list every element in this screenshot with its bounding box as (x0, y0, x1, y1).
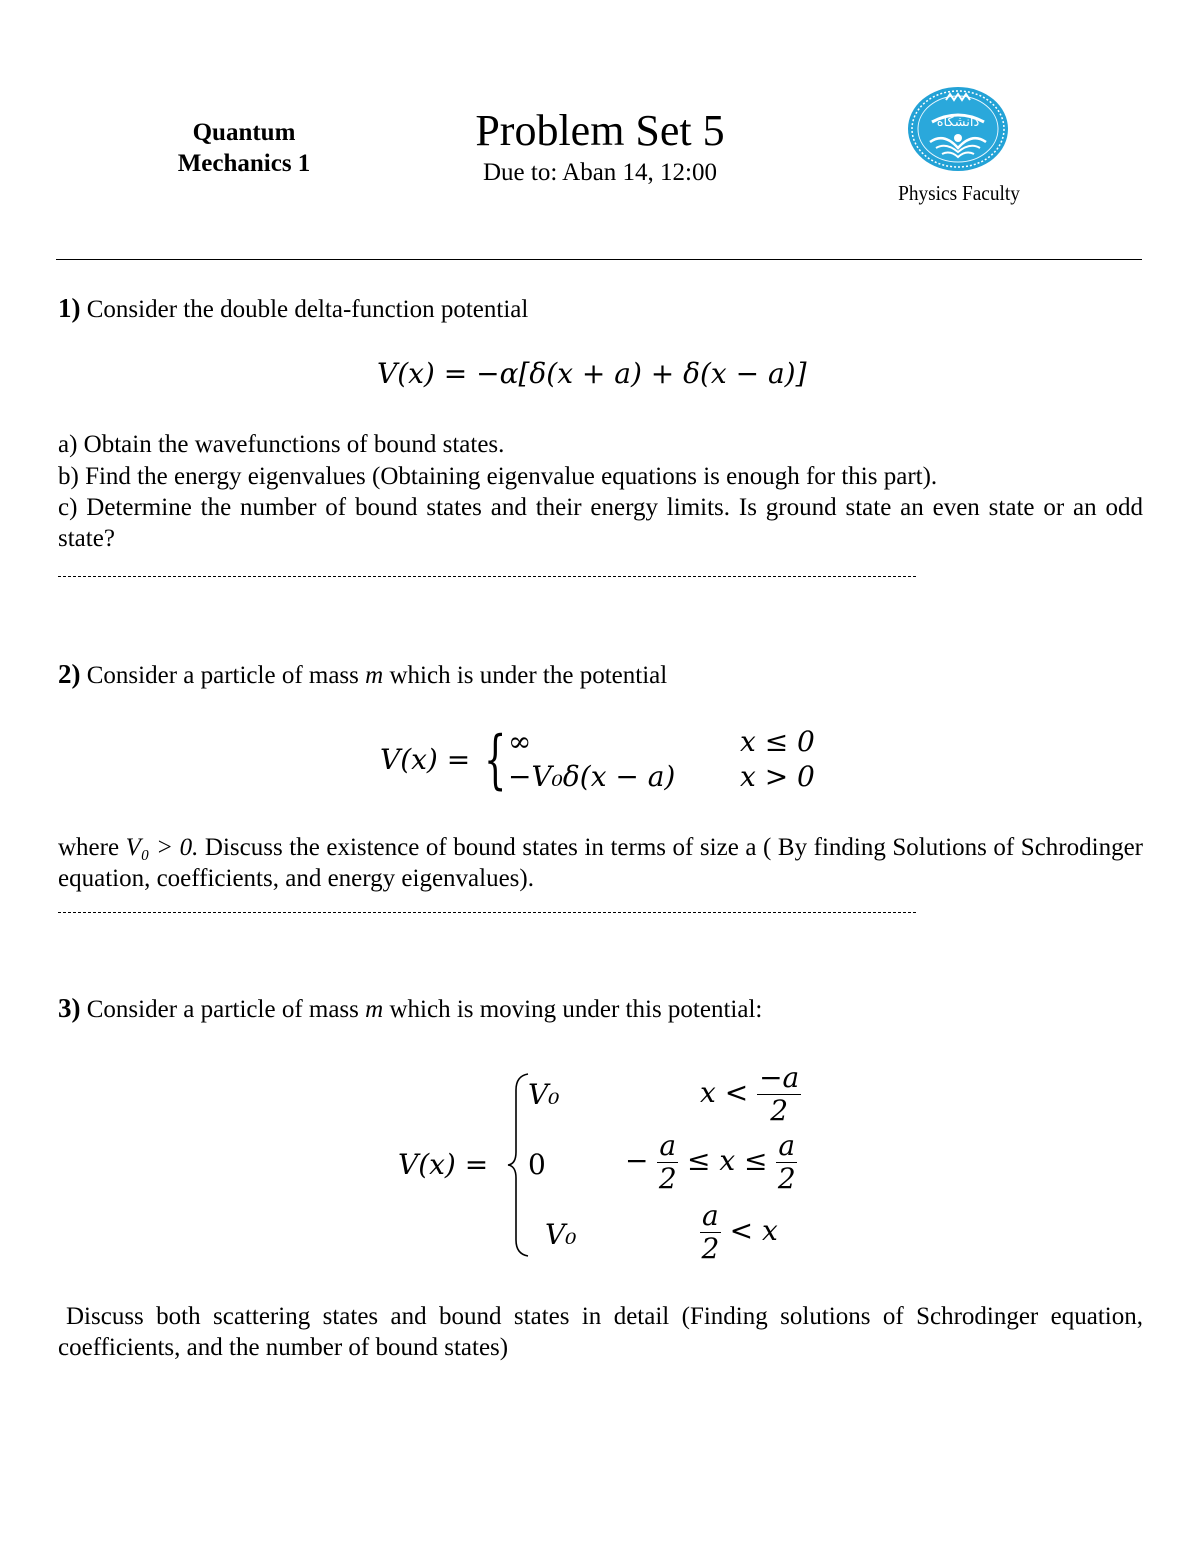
problem-3-case2-mid: ≤ x ≤ (686, 1144, 768, 1177)
problem-3-case3-frac (700, 1200, 721, 1265)
problem-2-case2-cond: x > 0 (740, 760, 815, 793)
problem-1-part-c: c) Determine the number of bound states and their energy limits. Is ground state an even state or an odd state? (58, 494, 1143, 552)
faculty-name: Physics Faculty (898, 181, 1020, 205)
problem-2-intro-before: Consider a particle of mass (86, 662, 359, 689)
problem-2-number: 2) (58, 659, 81, 689)
problem-3-case1-cond-left: x < (700, 1076, 749, 1109)
svg-text:دانشگاه: دانشگاه (936, 115, 980, 130)
problem-2-case1-value: ∞ (508, 725, 532, 758)
problem-3-case3-cond-right: < x (729, 1214, 778, 1247)
problem-3-case2-frac2 (776, 1130, 797, 1195)
course-title (160, 117, 328, 179)
problem-2-intro (58, 659, 1143, 691)
problem-1-equation: V(x) = −α[δ(x + a) + δ(x − a)] (377, 357, 807, 390)
problem-1-intro-text: Consider the double delta-function potential (86, 296, 529, 323)
course-line-1: Quantum (192, 119, 296, 146)
problem-3-case3-frac-num: a (702, 1199, 719, 1232)
problem-1-part-a: a) Obtain the wavefunctions of bound states. (58, 431, 505, 458)
problem-3-case2-frac2-num: a (778, 1129, 796, 1162)
problem-3-case2-value: 0 (528, 1148, 546, 1181)
problem-3-case1-value: V₀ (528, 1078, 560, 1111)
problem-3-intro (58, 993, 1143, 1025)
problem-3-case2-minus: − (625, 1144, 649, 1177)
section-divider-2 (58, 912, 916, 913)
problem-3-case2-frac2-den: 2 (777, 1162, 796, 1195)
problem-1-intro (58, 293, 1143, 325)
course-line-2: Mechanics 1 (177, 150, 311, 177)
problem-3-case2-frac-num: a (659, 1129, 677, 1162)
page-title: Problem Set 5 (475, 106, 725, 155)
problem-2-case1-cond: x ≤ 0 (740, 725, 815, 758)
problem-3-case2-cond (625, 1130, 797, 1195)
problem-3-case1-cond (700, 1062, 801, 1127)
problem-2-intro-after: which is under the potential (389, 662, 668, 689)
header-divider (56, 259, 1142, 260)
problem-2-brace: { (484, 723, 507, 797)
problem-3-intro-before: Consider a particle of mass (86, 996, 359, 1023)
problem-2-body-text: Discuss the existence of bound states in terms of size a ( By finding Solutions of Schrodinger equation, coefficients, and energy eigenvalues). (58, 834, 1143, 892)
problem-3-case2-frac-den: 2 (658, 1162, 677, 1195)
problem-3-intro-after: which is moving under this potential: (389, 996, 763, 1023)
problem-3-mass-symbol: m (365, 996, 384, 1023)
problem-2-where-cond: V₀ > 0. (125, 834, 199, 861)
problem-3-eq-lhs: V(x) = (398, 1148, 489, 1181)
problem-3-case3-frac-den: 2 (701, 1232, 720, 1265)
problem-1-part-b: b) Find the energy eigenvalues (Obtaining eigenvalue equations is enough for this part). (58, 463, 938, 490)
problem-2-where-prefix: where (58, 834, 120, 861)
university-of-tehran-seal-icon (906, 86, 1010, 172)
problem-3-case3-cond (700, 1200, 778, 1265)
problem-2-body (58, 832, 1143, 894)
problem-1-number: 1) (58, 293, 81, 323)
section-divider-1 (58, 576, 916, 577)
problem-2-eq-lhs: V(x) = (380, 743, 471, 776)
problem-2-mass-symbol: m (365, 662, 384, 689)
problem-3-case1-frac-num: −a (759, 1061, 800, 1094)
problem-3-case1-frac-den: 2 (770, 1094, 789, 1127)
problem-3-case1-frac (757, 1062, 801, 1127)
due-date: Due to: Aban 14, 12:00 (482, 159, 717, 186)
problem-3-number: 3) (58, 993, 81, 1023)
problem-3-body: Discuss both scattering states and bound states in detail (Finding solutions of Schrodinger equation, coefficients, and the number of bound states) (58, 1303, 1143, 1361)
problem-3-case3-value: V₀ (545, 1218, 577, 1251)
problem-3-case2-frac (657, 1130, 678, 1195)
problem-2-case2-value: −V₀δ(x − a) (508, 760, 676, 793)
